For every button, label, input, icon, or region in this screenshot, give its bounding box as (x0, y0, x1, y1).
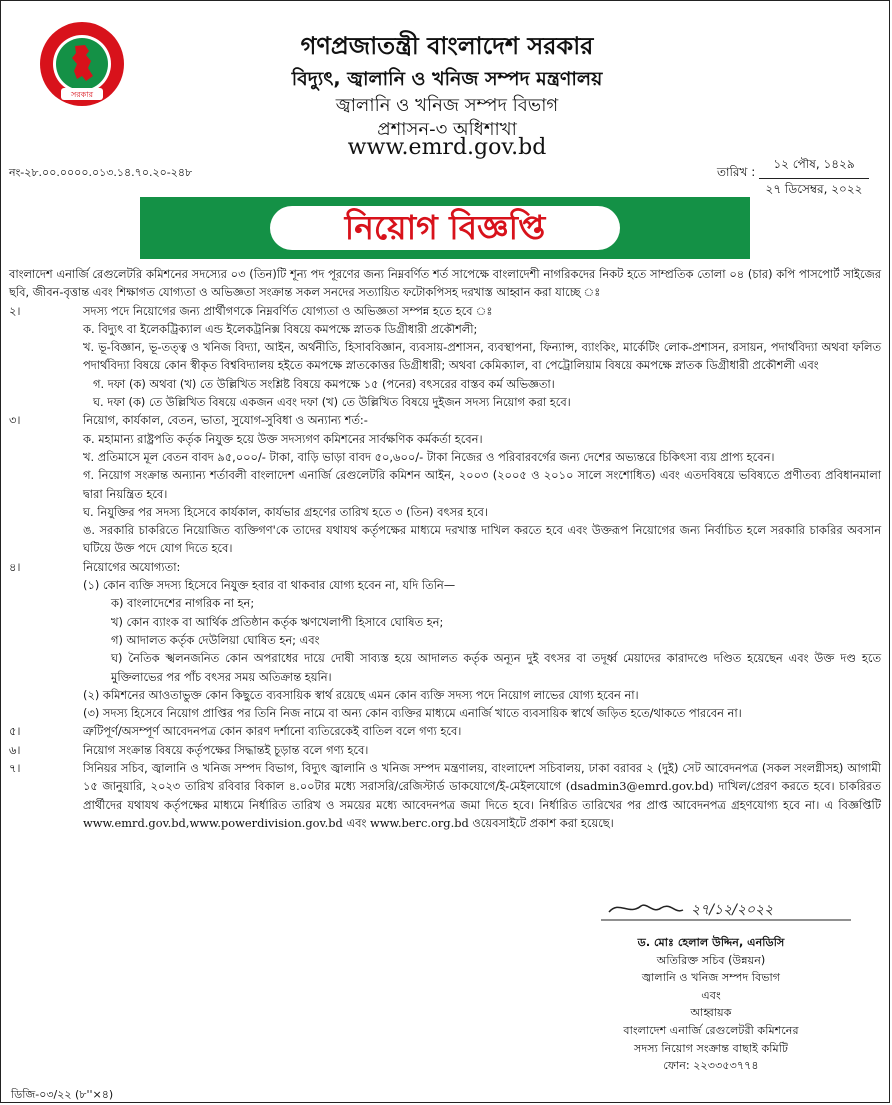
s3-item-kha: খ. প্রতিমাসে মূল বেতন বাবদ ৯৫,০০০/- টাকা, বাড়ি ভাড়া বাবদ ৫০,৬০০/- টাকা নিজের ও পরিবারবর্গের জন্য দেশের অভ্যন্তরে চিকিৎসা ব্যয় প্রাপ্য হবেন। (83, 449, 775, 464)
handwritten-signature (601, 894, 851, 922)
date-block (759, 156, 869, 201)
section-number: ৭। (9, 761, 21, 776)
date-label: তারিখ : (717, 165, 756, 179)
section-5 (9, 722, 881, 740)
signatory-committee: সদস্য নিয়োগ সংক্রান্ত বাছাই কমিটি (633, 1041, 789, 1055)
signatory-convener: আহ্বায়ক (690, 1006, 732, 1020)
section-text: নিয়োগ সংক্রান্ত বিষয়ে কর্তৃপক্ষের সিদ্ধান্তই চূড়ান্ত বলে গণ্য হবে। (83, 742, 369, 757)
s2-item-kha: খ. ভূ-বিজ্ঞান, ভূ-তত্ত্ব ও খনিজ বিদ্যা, আইন, অর্থনীতি, হিসাববিজ্ঞান, ব্যবসায়-প্রশাসন, ব্যবস্থাপনা, ফিন্যান্স, ব্যাংকিং, মার্কেটিং লোক-প্রশাসন, রসায়ন, পদার্থবিদ্যা অথবা ফলিত পদার্থবিদ্যা বিষয়ে কোন স্বীকৃত বিশ্ববিদ্যালয় হইতে কমপক্ষে স্নাতকোত্তর ডিগ্রীধারী; অথবা কেমিক্যাল, বা পেট্রোলিয়াম বিষয়ে কমপক্ষে স্নাতক ডিগ্রীধারী প্রকৌশলী এবং (83, 340, 881, 373)
s7-text-a: সিনিয়র সচিব, জ্বালানি ও খনিজ সম্পদ বিভাগ, বিদ্যুৎ জ্বালানি ও খনিজ সম্পদ মন্ত্রণালয়, বাংলাদেশ সচিবালয়, ঢাকা বরাবর ২ (দুই) সেট আবেদনপত্র (সকল সংলগ্নীসহ) আগামী ১৫ জানুয়ারি, ২০২৩ তারিখ রবিবার বিকাল ৪.০০টার মধ্যে সরাসরি/রেজিস্টার্ড ডাকযোগে/ই-মেইলযোগে (83, 761, 881, 794)
intro-paragraph: বাংলাদেশ এনার্জি রেগুলেটরি কমিশনের সদস্যের ০৩ (তিন)টি শূন্য পদ পূরণের জন্য নিম্নবর্ণিত শর্ত সাপেক্ষে বাংলাদেশী নাগরিকদের নিকট হতে সাম্প্রতিক তোলা ০৪ (চার) কপি পাসপোর্ট সাইজের ছবি, জীবন-বৃত্তান্ত এবং শিক্ষাগত যোগ্যতা ও অভিজ্ঞতা সংক্রান্ত সকল সনদের সত্যায়িত ফটোকপিসহ দরখাস্ত আহ্বান করা যাচ্ছে ঃ (9, 267, 881, 300)
signature-block (586, 934, 836, 1075)
s3-item-ga: গ. নিয়োগ সংক্রান্ত অন্যান্য শর্তাবলী বাংলাদেশ এনার্জি রেগুলেটরি কমিশন আইন, ২০০৩ (২০০৫ ও ২০১০ সালে সংশোধিত) এবং এতদবিষয়ে ভবিষ্যতে প্রণীতব্য প্রবিধানমালা দ্বারা নিয়ন্ত্রিত হবে। (83, 468, 881, 501)
signatory-designation: অতিরিক্ত সচিব (উন্নয়ন) (656, 953, 766, 967)
memo-number: নং-২৮.০০.০০০০.০১৩.১৪.৭০.২০-২৪৮ (9, 166, 193, 179)
s7-text-b: দাখিল/প্রেরণ করতে হবে। চাকরিরত প্রার্থীদের যথাযথ কর্তৃপক্ষের মাধ্যমে নির্ধারিত তারিখ ও সময়ের মধ্যে আবেদনপত্র জমা দিতে হবে। নির্ধারিত তারিখের পর প্রাপ্ত আবেদনপত্র গ্রহণযোগ্য হবে না। এ বিজ্ঞপ্তিটি (83, 779, 881, 812)
signatory-phone: ফোন: ২২৩৩৫৩৭৭৪ (663, 1059, 759, 1073)
section-text: ত্রুটিপূর্ণ/অসম্পূর্ণ আবেদনপত্র কোন কারণ দর্শানো ব্যতিরেকেই বাতিল বলে গণ্য হবে। (83, 724, 462, 739)
website-link[interactable]: www.emrd.gov.bd (347, 135, 547, 160)
s2-item-ka: ক. বিদ্যুৎ বা ইলেকট্রিক্যাল এন্ড ইলেকট্রনিক্স বিষয়ে কমপক্ষে স্নাতক ডিগ্রীধারী প্রকৌশলী; (83, 321, 478, 336)
s3-item-umo: ঙ. সরকারি চাকরিতে নিয়োজিত ব্যক্তিগণ'কে তাদের যথাযথ কর্তৃপক্ষের মাধ্যমে দরখাস্ত দাখিল করতে হবে এবং উক্তরূপ নিয়োগের জন্য নির্বাচিত হলে সরকারি চাকরির অবসান ঘটিয়ে উক্ত পদে যোগ দিতে হবে। (83, 523, 881, 556)
section-6 (9, 741, 881, 759)
s4-item-g: গ) আদালত কর্তৃক দেউলিয়া ঘোষিত হন; এবং (111, 632, 320, 647)
s2-item-ga: গ. দফা (ক) অথবা (খ) তে উল্লিখিত সংশ্লিষ্ট বিষয়ে কমপক্ষে ১৫ (পনের) বৎসরের বাস্তব কর্ম অভিজ্ঞতা। (93, 376, 555, 391)
section-number: ২। (9, 303, 21, 318)
title-banner (140, 197, 750, 259)
s4-clause-1: (১) কোন ব্যক্তি সদস্য হিসেবে নিযুক্ত হবার বা থাকবার যোগ্য হবেন না, যদি তিনি— (83, 578, 456, 593)
section-number: ৪। (9, 559, 21, 574)
date-english: ২৭ ডিসেম্বর, ২০২২ (765, 182, 863, 196)
s4-item-kh: খ) কোন ব্যাংক বা আর্থিক প্রতিষ্ঠান কর্তৃক ঋণখেলাপী হিসাবে ঘোষিত হন; (111, 614, 444, 629)
section-number: ৬। (9, 742, 21, 757)
s3-item-gha: ঘ. নিযুক্তির পর সদস্য হিসেবে কার্যকাল, কার্যভার গ্রহণের তারিখ হতে ৩ (তিন) বৎসর হবে। (83, 504, 488, 519)
signatory-division: জ্বালানি ও খনিজ সম্পদ বিভাগ (641, 971, 781, 985)
section-heading: নিয়োগের অযোগ্যতা: (83, 559, 181, 574)
berc-website-link[interactable]: www.berc.org.bd (370, 815, 469, 830)
section-2 (9, 302, 881, 320)
ministry-name: বিদ্যুৎ, জ্বালানি ও খনিজ সম্পদ মন্ত্রণালয় (291, 68, 603, 90)
signatory-name: ড. মোঃ হেলাল উদ্দিন, এনডিসি (637, 936, 785, 949)
section-text (37, 759, 881, 832)
section-3 (9, 411, 881, 429)
division-name: জ্বালানি ও খনিজ সম্পদ বিভাগ (335, 95, 559, 116)
section-4 (9, 558, 881, 576)
signatory-and: এবং (701, 988, 721, 1002)
branch-name: প্রশাসন-৩ অধিশাখা (377, 119, 517, 140)
s7-text-c: ওয়েবসাইটে প্রকাশ করা হয়েছে। (472, 815, 614, 830)
date-bangla: ১২ পৌষ, ১৪২৯ (759, 156, 869, 179)
notice-title: নিয়োগ বিজ্ঞপ্তি (270, 206, 620, 250)
s4-item-gh: ঘ) নৈতিক স্খলনজনিত কোন অপরাধের দায়ে দোষী সাব্যস্ত হয়ে আদালত কর্তৃক অন্যূন দুই বৎসর বা তদূর্ধ্ব মেয়াদের কারাদণ্ডে দণ্ডিত হয়েছেন এবং উক্ত দণ্ড হতে মুক্তিলাভের পর পাঁচ বৎসর সময় অতিক্রান্ত হয়নি। (111, 651, 881, 684)
section-heading: সদস্য পদে নিয়োগের জন্য প্রার্থীগণকে নিম্নবর্ণিত যোগ্যতা ও অভিজ্ঞতা সম্পন্ন হতে হবে ঃ (83, 303, 493, 318)
section-number: ৫। (9, 724, 21, 739)
websites-link[interactable]: www.emrd.gov.bd,www.powerdivision.gov.bd (83, 815, 343, 830)
s2-item-gha: ঘ. দফা (ক) তে উল্লিখিত বিষয়ে একজন এবং দফা (খ) তে উল্লিখিত বিষয়ে দুইজন সদস্য নিয়োগ করা হবে। (93, 395, 571, 410)
section-heading: নিয়োগ, কার্যকাল, বেতন, ভাতা, সুযোগ-সুবিধা ও অন্যান্য শর্ত:- (83, 413, 368, 428)
notice-body (9, 265, 881, 832)
s4-item-k: ক) বাংলাদেশের নাগরিক না হন; (111, 596, 255, 611)
logo-text: সরকার (70, 90, 94, 99)
email-link[interactable]: (dsadmin3@emrd.gov.bd) (565, 779, 714, 794)
section-7 (9, 759, 881, 832)
s7-and: এবং (346, 815, 367, 830)
s3-item-ka: ক. মহামান্য রাষ্ট্রপতি কর্তৃক নিযুক্ত হয়ে উক্ত সদস্যগণ কমিশনের সার্বক্ষণিক কর্মকর্তা হবেন। (83, 431, 483, 446)
government-title: গণপ্রজাতন্ত্রী বাংলাদেশ সরকার (300, 32, 594, 60)
signatory-commission: বাংলাদেশ এনার্জি রেগুলেটরী কমিশনের (623, 1023, 799, 1037)
section-number: ৩। (9, 413, 21, 428)
signature-date: ২৭/১২/২০২২ (691, 902, 774, 918)
footer-code: ডিজি-০৩/২২ (৮''×৪) (11, 1088, 114, 1101)
s4-clause-3: (৩) সদস্য হিসেবে নিয়োগ প্রাপ্তির পর তিনি নিজ নামে বা অন্য কোন ব্যক্তির মাধ্যমে এনার্জি খাতে ব্যবসায়িক স্বার্থে জড়িত হতে/থাকতে পারবেন না। (83, 706, 742, 721)
s4-clause-2: (২) কমিশনের আওতাভুক্ত কোন কিছুতে ব্যবসায়িক স্বার্থ রয়েছে এমন কোন ব্যক্তি সদস্য পদে নিয়োগ লাভের যোগ্য হবেন না। (83, 687, 639, 702)
